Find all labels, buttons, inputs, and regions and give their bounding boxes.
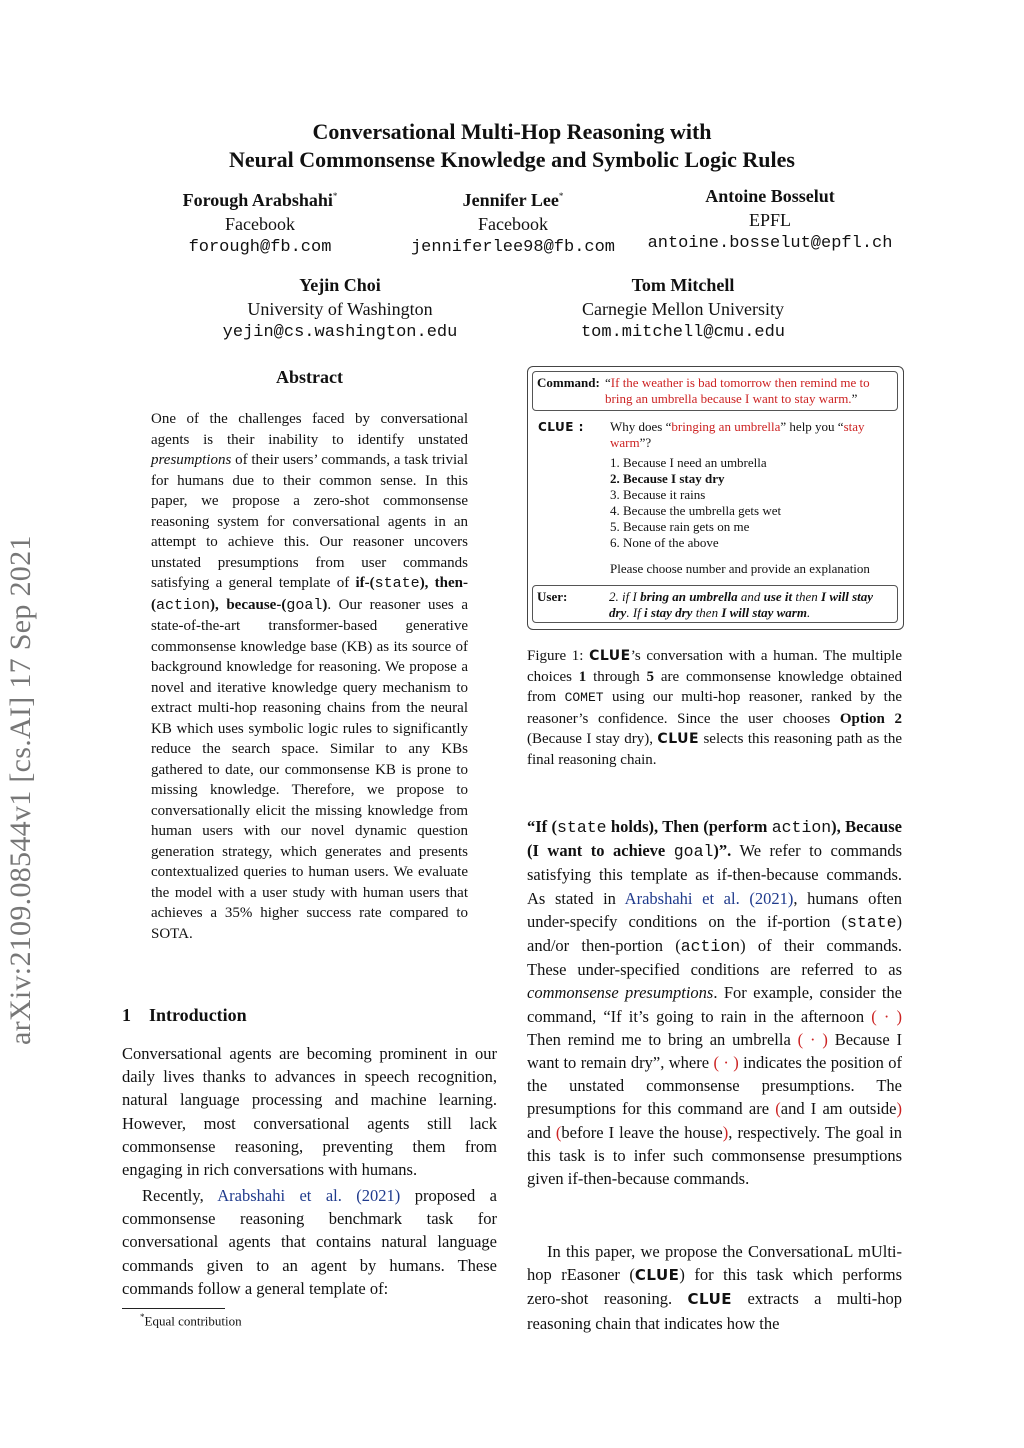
- option-item[interactable]: 3. Because it rains: [610, 487, 706, 502]
- equal-contribution-mark: *: [332, 191, 338, 201]
- author-email[interactable]: antoine.bosselut@epfl.ch: [647, 234, 893, 253]
- author-block: [640, 184, 900, 256]
- author-block: [408, 184, 618, 260]
- option-item[interactable]: 4. Because the umbrella gets wet: [610, 503, 782, 518]
- citation-link[interactable]: Arabshahi et al.: [624, 888, 740, 908]
- author-email[interactable]: yejin@cs.washington.edu: [222, 323, 458, 342]
- user-reply: 2. if I bring an umbrella and use it then I will stay dry. If i stay dry then I will stay warm.: [609, 589, 874, 620]
- abstract-heading: Abstract: [276, 367, 343, 387]
- right-column-paragraph-2: In this paper, we propose the ConversationaL mUlti-hop rEasoner (CLUE) for this task which performs zero-shot reasoning. CLUE extracts a multi-hop reasoning chain that indicates how the: [527, 1242, 903, 1333]
- command-label: Command:: [537, 375, 600, 390]
- author-affiliation: Facebook: [225, 214, 295, 234]
- option-item[interactable]: 6. None of the above: [610, 535, 719, 550]
- author-name: Jennifer Lee: [462, 190, 559, 210]
- presumption-marker: ( · ): [713, 1053, 739, 1073]
- author-affiliation: Carnegie Mellon University: [582, 299, 784, 319]
- footnote-rule: [122, 1308, 225, 1309]
- author-block: [558, 273, 808, 345]
- author-name: Yejin Choi: [299, 275, 381, 295]
- intro-paragraph-2: Recently, Arabshahi et al. (2021) proposed a commonsense reasoning benchmark task for conversational agents that contains natural language commands given to an agent by humans. These commands follow a general template of:: [122, 1186, 497, 1298]
- presumption-marker: ( · ): [871, 1006, 902, 1026]
- section-heading-introduction: 1 Introduction: [122, 1005, 247, 1025]
- equal-contribution-mark: *: [558, 191, 564, 201]
- author-name: Forough Arabshahi: [182, 190, 333, 210]
- author-email[interactable]: forough@fb.com: [188, 238, 332, 257]
- author-email[interactable]: tom.mitchell@cmu.edu: [580, 323, 786, 342]
- right-column-paragraph-1: “If (state holds), Then (perform action), Because (I want to achieve goal)”. We refer to commands satisfying this template as if-then-because commands. As stated in Arabshahi et al. (2021), humans often under-specify conditions on the if-portion (state) and/or then-portion (action) of their commands. These under-specified conditions are referred to as commonsense presumptions. For example, consider the command, “If it’s going to rain in the afternoon ( · ) Then remind me to bring an umbrella ( · ) Because I want to remain dry”, where ( · ) indicates the position of the unstated commonsense presumptions. The presumptions for this command are (and I am outside) and (before I leave the house), respectively. The goal in this task is to infer such commonsense presumptions given if-then-because commands.: [527, 817, 903, 1189]
- citation-link[interactable]: Arabshahi et al.: [217, 1186, 342, 1205]
- citation-year-link[interactable]: (2021): [356, 1186, 401, 1205]
- paper-title-line-1: Conversational Multi-Hop Reasoning with: [312, 119, 712, 144]
- author-block: [210, 273, 470, 345]
- clue-label: CLUE :: [538, 420, 584, 434]
- footnote: *Equal contribution: [140, 1312, 242, 1329]
- option-list: [610, 455, 781, 551]
- option-item[interactable]: 5. Because rain gets on me: [610, 519, 750, 534]
- abstract-body: One of the challenges faced by conversational agents is their inability to identify unstated presumptions of their users’ commands, a task trivial for humans due to their common sense. In this paper, we propose a zero-shot commonsense reasoning system for conversational agents in an attempt to achieve this. Our reasoner uncovers unstated presumptions from user commands satisfying a general template of if-(state), then-(action), because-(goal). Our reasoner uses a state-of-the-art transformer-based generative commonsense knowledge base (KB) as its source of background knowledge for reasoning. We propose a novel and iterative knowledge query mechanism to extract multi-hop reasoning chains from the neural KB which uses symbolic logic rules to significantly reduce the search space. Similar to any KBs gathered to date, our commonsense KB is prone to missing knowledge. Therefore, we propose to conversationally elicit the missing knowledge from human users with our novel dynamic question generation strategy, which generates and presents contextualized queries to human users. We evaluate the model with a user study with human users that achieves a 35% higher success rate compared to SOTA.: [151, 411, 469, 942]
- paper-title-line-2: Neural Commonsense Knowledge and Symbolic Logic Rules: [229, 147, 795, 172]
- author-affiliation: University of Washington: [247, 299, 433, 319]
- figure-1-caption: Figure 1: CLUE’s conversation with a human. The multiple choices 1 through 5 are commonsense knowledge obtained from COMET using our multi-hop reasoner, ranked by the reasoner’s confidence. Since the user chooses Option 2 (Because I stay dry), CLUE selects this reasoning path as the final reasoning chain.: [527, 648, 903, 768]
- user-reply-panel: [532, 585, 898, 623]
- arxiv-identifier: arXiv:2109.08544v1 [cs.AI] 17 Sep 2021: [4, 535, 37, 1045]
- command-panel: [532, 371, 898, 411]
- author-affiliation: EPFL: [748, 210, 791, 230]
- author-block: [160, 184, 360, 260]
- option-item[interactable]: 1. Because I need an umbrella: [610, 455, 767, 470]
- author-email[interactable]: jenniferlee98@fb.com: [410, 238, 616, 257]
- figure-1-conversation-box: [527, 366, 904, 630]
- author-affiliation: Facebook: [478, 214, 548, 234]
- citation-year-link[interactable]: (2021): [749, 888, 794, 908]
- author-name: Antoine Bosselut: [705, 186, 835, 206]
- command-text: “If the weather is bad tomorrow then remind me to bring an umbrella because I want to stay warm.”: [605, 375, 870, 406]
- option-item-selected[interactable]: 2. Because I stay dry: [610, 471, 725, 486]
- user-label: User:: [537, 589, 568, 604]
- intro-paragraph-1: Conversational agents are becoming prominent in our daily lives thanks to advances in speech recognition, natural language processing and machine learning. However, most conversational agents still lack commonsense reasoning, preventing them from engaging in rich conversations with humans.: [122, 1044, 497, 1180]
- presumption-marker: ( · ): [797, 1029, 828, 1049]
- choice-prompt: Please choose number and provide an explanation: [610, 561, 870, 576]
- clue-question: Why does “bringing an umbrella” help you “stay warm”?: [610, 419, 865, 450]
- author-name: Tom Mitchell: [631, 275, 735, 295]
